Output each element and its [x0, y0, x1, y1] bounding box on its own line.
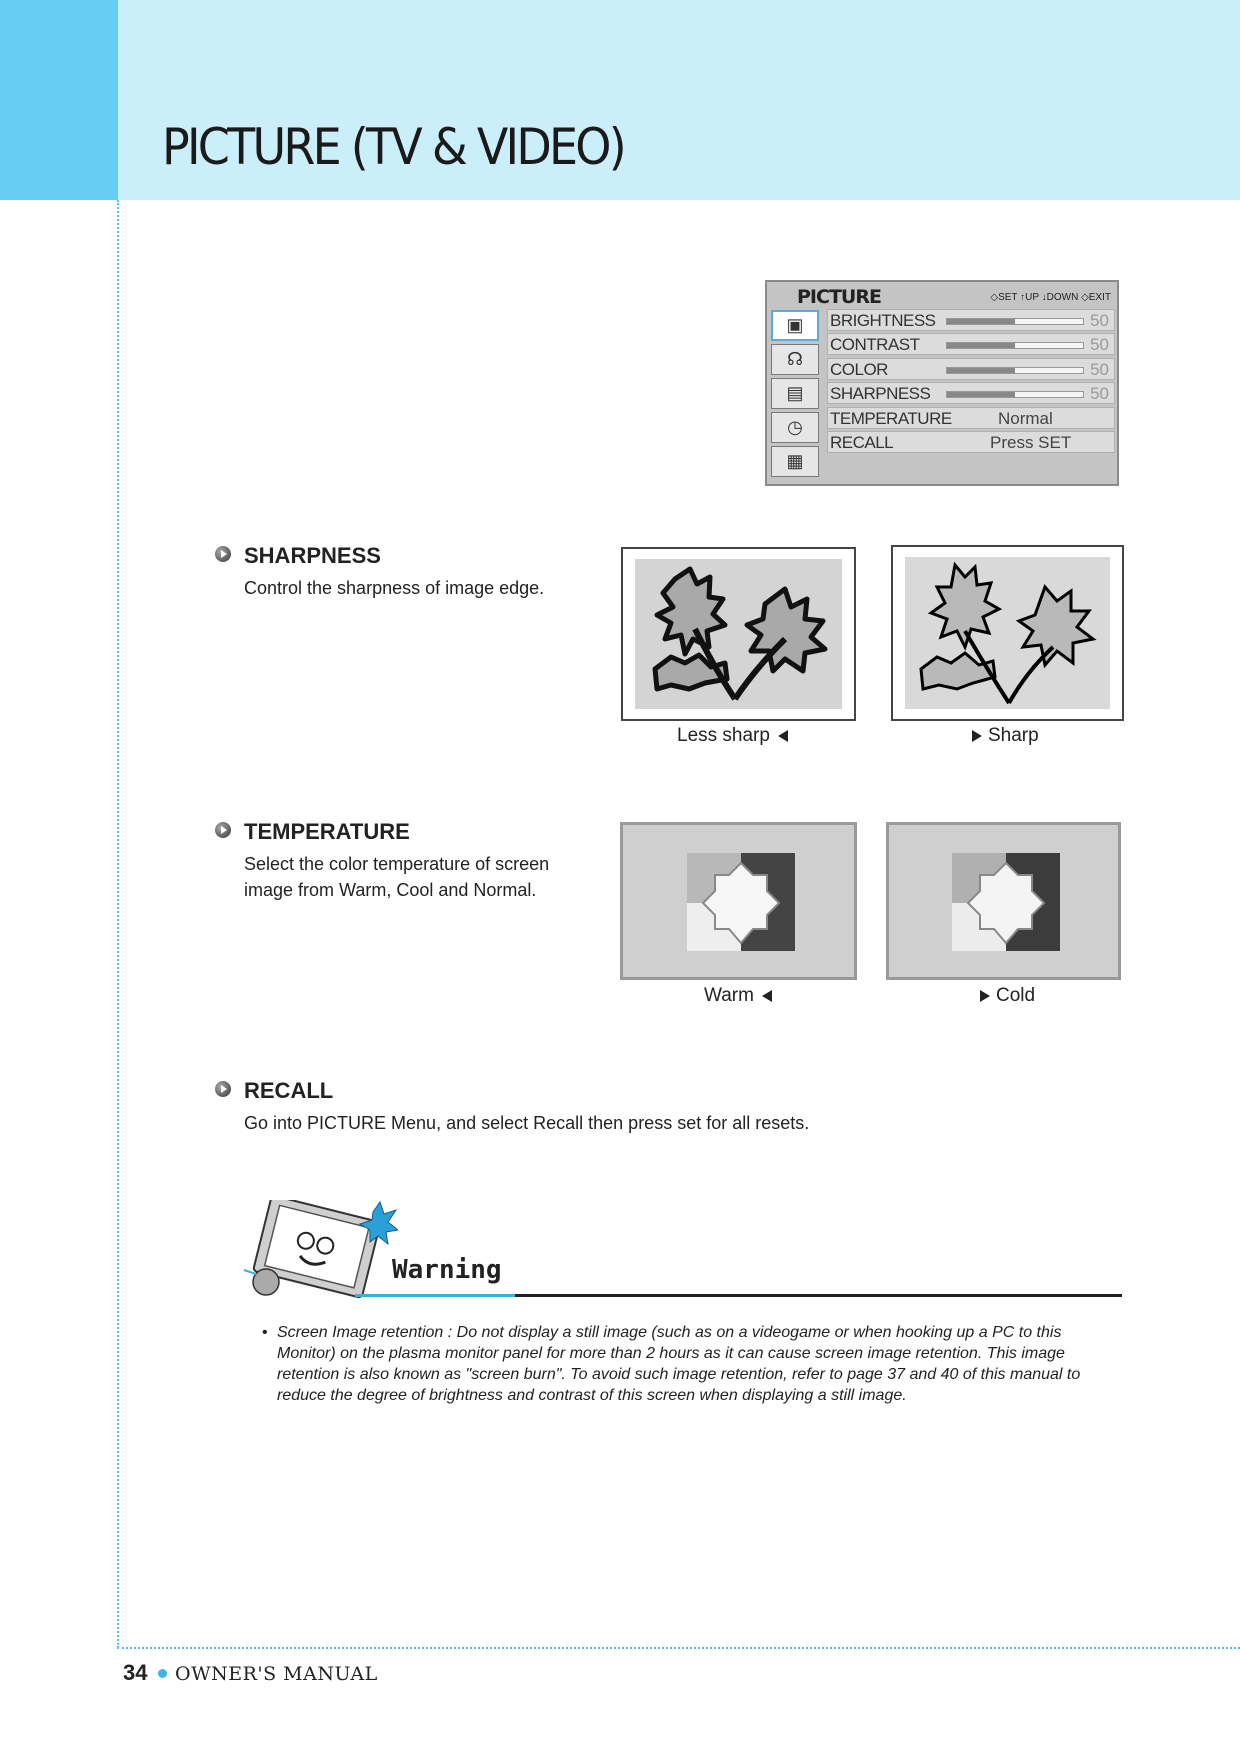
temperature-description-line2: image from Warm, Cool and Normal.	[244, 880, 537, 900]
osd-rows	[827, 309, 1115, 455]
picture-osd-menu	[765, 280, 1119, 486]
osd-row-temperature[interactable]: TEMPERATURE Normal	[827, 407, 1115, 429]
warning-bullet: •	[262, 1324, 268, 1341]
less-sharp-caption: Less sharp	[677, 725, 788, 747]
warning-rule-accent	[355, 1294, 515, 1297]
osd-title: PICTURE	[797, 286, 881, 308]
temperature-description-line1: Select the color temperature of screen	[244, 854, 550, 874]
timer-menu-icon[interactable]: ◷	[771, 412, 819, 443]
cold-image	[886, 822, 1121, 980]
osd-row-recall[interactable]: RECALL Press SET	[827, 431, 1115, 453]
pip-menu-icon[interactable]: ▦	[771, 446, 819, 477]
sharpness-bullet-icon	[215, 546, 231, 562]
leaf-sharp-icon	[905, 557, 1112, 709]
contrast-slider[interactable]	[946, 342, 1084, 349]
header-tab	[0, 0, 118, 200]
arrow-right-icon	[980, 990, 990, 1002]
osd-icon-column	[771, 310, 823, 480]
footer-label: OWNER'S MANUAL	[175, 1663, 378, 1685]
recall-description: Go into PICTURE Menu, and select Recall then press set for all resets.	[244, 1113, 810, 1133]
osd-row-color[interactable]: COLOR 50	[827, 358, 1115, 380]
picture-menu-icon[interactable]: ▣	[771, 310, 819, 341]
temperature-heading: TEMPERATURE	[244, 819, 410, 844]
slider-fill	[947, 368, 1015, 373]
warning-body: Screen Image retention : Do not display a still image (such as on a videogame or when hooking up a PC to this Monitor) on the plasma monitor panel for more than 2 hours as it can cause screen image retention. This image retention is also known as "screen burn". To avoid such image retention, refer to page 37 and 40 of this manual to reduce the degree of brightness and contrast of this screen when displaying a still image.	[277, 1324, 1081, 1404]
sharpness-slider[interactable]	[946, 391, 1084, 398]
cold-sample-icon	[952, 853, 1060, 951]
arrow-right-icon	[972, 730, 982, 742]
setup-menu-icon[interactable]: ▤	[771, 378, 819, 409]
osd-row-sharpness[interactable]: SHARPNESS 50	[827, 382, 1115, 404]
margin-dotted-line	[117, 200, 119, 1648]
sound-menu-icon[interactable]: ☊	[771, 344, 819, 375]
slider-fill	[947, 392, 1015, 397]
osd-row-brightness[interactable]: BRIGHTNESS 50	[827, 309, 1115, 331]
arrow-left-icon	[778, 730, 788, 742]
warm-sample-icon	[687, 853, 795, 951]
recall-bullet-icon	[215, 1081, 231, 1097]
warm-caption: Warm	[704, 985, 772, 1007]
page-number: 34	[123, 1660, 148, 1685]
slider-fill	[947, 319, 1015, 324]
warning-title: Warning	[392, 1255, 502, 1285]
sharp-image	[891, 545, 1124, 721]
cold-caption: Cold	[980, 985, 1035, 1007]
osd-row-contrast[interactable]: CONTRAST 50	[827, 333, 1115, 355]
sharpness-description: Control the sharpness of image edge.	[244, 578, 545, 598]
less-sharp-image	[621, 547, 856, 721]
brightness-slider[interactable]	[946, 318, 1084, 325]
warning-text	[262, 1322, 1112, 1406]
color-slider[interactable]	[946, 367, 1084, 374]
page-title: PICTURE (TV & VIDEO)	[162, 118, 624, 176]
osd-key-hints: ◇SET ↑UP ↓DOWN ◇EXIT	[990, 292, 1111, 303]
sharp-caption: Sharp	[972, 725, 1039, 747]
footer-dot-icon	[158, 1669, 167, 1678]
leaf-blurred-icon	[635, 559, 842, 709]
slider-fill	[947, 343, 1015, 348]
warning-monitor-icon	[238, 1200, 398, 1300]
arrow-left-icon	[762, 990, 772, 1002]
recall-heading: RECALL	[244, 1078, 334, 1103]
temperature-bullet-icon	[215, 822, 231, 838]
warm-image	[620, 822, 857, 980]
sharpness-heading: SHARPNESS	[244, 543, 381, 568]
footer-dotted-line	[117, 1647, 1240, 1649]
